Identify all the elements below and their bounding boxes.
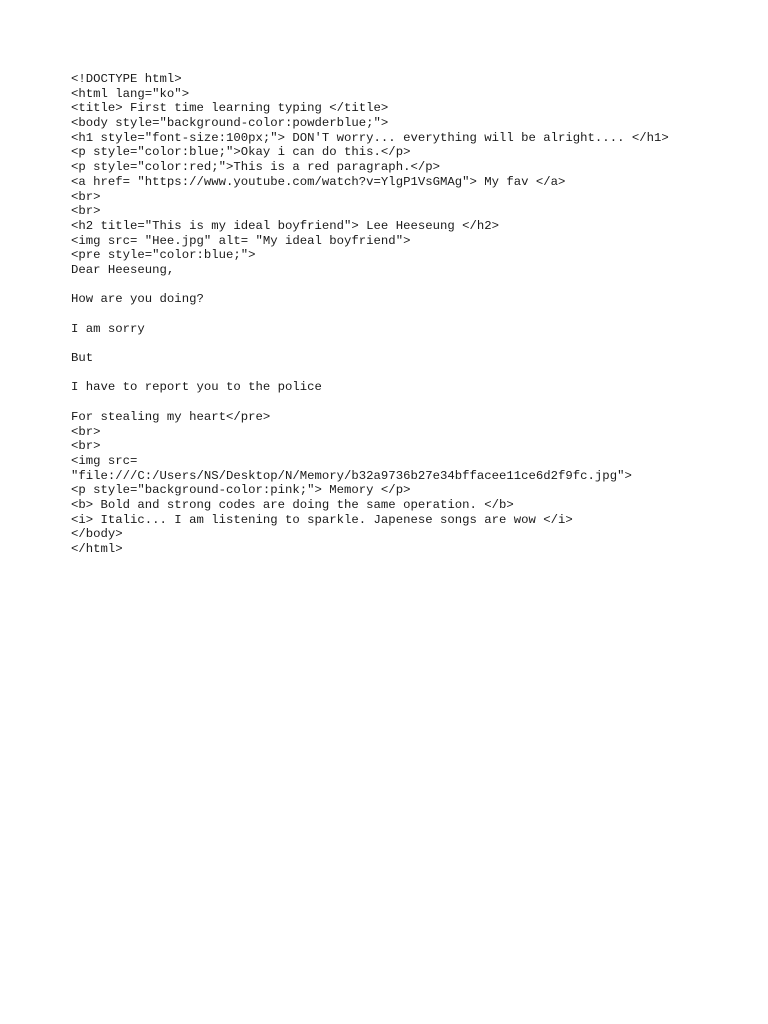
code-line: <br> <box>71 189 101 204</box>
code-line: <a href= "https://www.youtube.com/watch?v=YlgP1VsGMAg"> My fav </a> <box>71 174 566 189</box>
code-line: <title> First time learning typing </title> <box>71 101 389 116</box>
code-line: <br> <box>71 424 101 439</box>
code-line: </html> <box>71 542 123 556</box>
code-line: But <box>71 351 94 366</box>
code-line <box>71 336 751 351</box>
code-line <box>71 366 751 381</box>
code-line: How are you doing? <box>71 292 204 307</box>
code-line: <pre style="color:blue;"> <box>71 248 256 263</box>
code-line: <i> Italic... I am listening to sparkle. Japenese songs are wow </i> <box>71 512 573 527</box>
code-line <box>71 395 751 410</box>
code-line: <p style="background-color:pink;"> Memory </p> <box>71 483 411 498</box>
code-line <box>71 307 751 322</box>
code-line: <br> <box>71 204 101 219</box>
code-line: <p style="color:red;">This is a red paragraph.</p> <box>71 160 440 175</box>
code-line: <!DOCTYPE html> <box>71 72 182 86</box>
code-line: I have to report you to the police <box>71 380 322 395</box>
code-line: Dear Heeseung, <box>71 262 175 277</box>
code-line: For stealing my heart</pre> <box>71 409 271 424</box>
code-line: <img src= <box>71 453 138 468</box>
code-line: </body> <box>71 527 123 542</box>
code-line: <body style="background-color:powderblue;"> <box>71 116 389 131</box>
code-line: <h1 style="font-size:100px;"> DON'T worry... everything will be alright.... </h1> <box>71 130 669 145</box>
code-line: I am sorry <box>71 321 145 336</box>
code-line: <b> Bold and strong codes are doing the same operation. </b> <box>71 497 514 512</box>
code-line <box>71 278 751 293</box>
code-line: <br> <box>71 439 101 454</box>
code-line: <h2 title="This is my ideal boyfriend"> Lee Heeseung </h2> <box>71 218 500 233</box>
code-line: <html lang="ko"> <box>71 86 190 101</box>
code-line: <img src= "Hee.jpg" alt= "My ideal boyfriend"> <box>71 233 411 248</box>
code-text-block <box>71 72 751 557</box>
code-line: "file:///C:/Users/NS/Desktop/N/Memory/b32a9736b27e34bffacee11ce6d2f9fc.jpg"> <box>71 468 632 483</box>
code-line: <p style="color:blue;">Okay i can do this.</p> <box>71 145 411 160</box>
